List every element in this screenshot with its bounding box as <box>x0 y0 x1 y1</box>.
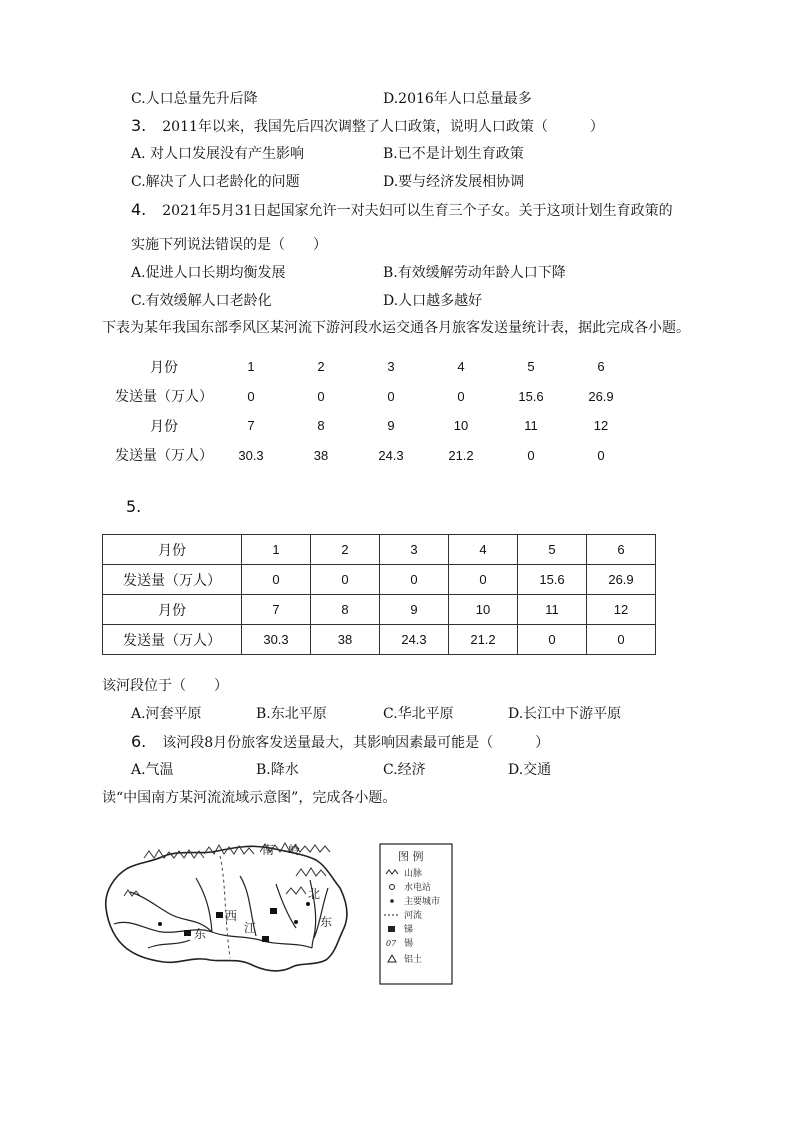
map-label-ling: 岭 <box>288 843 301 857</box>
volume-header: 发送量（万人） <box>103 625 242 655</box>
q4-stem-text: 2021年5月31日起国家允许一对夫妇可以生育三个子女。关于这项计划生育政策的 <box>162 203 673 219</box>
volume-cell: 0 <box>457 388 465 404</box>
volume-cell: 0 <box>387 388 395 404</box>
q6-option-a: A.气温 <box>131 762 174 778</box>
month-cell: 5 <box>527 359 535 375</box>
month-header: 月份 <box>150 418 178 435</box>
table-row <box>103 565 656 595</box>
q6-option-b: B.降水 <box>256 762 299 778</box>
map-intro: 读“中国南方某河流流域示意图”，完成各小题。 <box>102 790 397 806</box>
map-label-jiang: 江 <box>244 921 257 935</box>
volume-cell: 26.9 <box>588 388 614 404</box>
month-cell: 1 <box>247 359 255 375</box>
legend-item: 水电站 <box>404 883 432 893</box>
month-cell: 1 <box>242 535 311 565</box>
q6-number: 6. <box>131 732 147 751</box>
q3-option-a: A. 对人口发展没有产生影响 <box>131 146 305 162</box>
q5-option-b: B.东北平原 <box>256 706 327 722</box>
q3-option-c: C.解决了人口老龄化的问题 <box>131 174 300 190</box>
q4-option-b: B.有效缓解劳动年龄人口下降 <box>383 265 566 281</box>
q6-stem <box>131 733 549 752</box>
map-label-nan: 南 <box>262 843 275 857</box>
passenger-table-plain <box>112 352 636 470</box>
q2-option-c: C.人口总量先升后降 <box>131 91 258 107</box>
month-cell: 10 <box>453 418 469 434</box>
volume-cell: 30.3 <box>238 447 264 463</box>
table-row <box>112 441 636 471</box>
month-header: 月份 <box>103 595 242 625</box>
month-cell: 12 <box>587 595 656 625</box>
volume-cell: 0 <box>317 388 325 404</box>
legend-item: 锑 <box>404 925 414 935</box>
month-cell: 6 <box>587 535 656 565</box>
legend-item: 主要城市 <box>404 897 441 907</box>
month-cell: 11 <box>518 595 587 625</box>
legend-title: 图 例 <box>398 850 424 863</box>
volume-cell: 38 <box>311 625 380 655</box>
volume-cell: 24.3 <box>380 625 449 655</box>
q6-option-c: C.经济 <box>383 762 426 778</box>
table-row <box>103 625 656 655</box>
legend-city-icon <box>390 899 394 903</box>
map-label-dong: 东 <box>320 915 333 929</box>
volume-header: 发送量（万人） <box>115 448 213 465</box>
legend-item: 铝土 <box>404 955 423 965</box>
volume-cell: 38 <box>313 447 329 463</box>
month-cell: 3 <box>380 535 449 565</box>
month-header: 月份 <box>150 359 178 376</box>
month-cell: 5 <box>518 535 587 565</box>
q4-option-c: C.有效缓解人口老龄化 <box>131 293 272 309</box>
volume-cell: 0 <box>449 565 518 595</box>
q3-stem-text: 2011年以来，我国先后四次调整了人口政策，说明人口政策（ ） <box>162 119 604 135</box>
boundary-line <box>220 856 230 958</box>
legend-item: 山脉 <box>404 869 423 879</box>
month-cell: 11 <box>524 418 538 434</box>
table-row <box>103 535 656 565</box>
month-header: 月份 <box>103 535 242 565</box>
volume-cell: 30.3 <box>242 625 311 655</box>
volume-cell: 24.3 <box>378 447 404 463</box>
month-cell: 10 <box>449 595 518 625</box>
q5-option-d: D.长江中下游平原 <box>508 706 622 722</box>
volume-cell: 0 <box>527 447 535 463</box>
q5-option-a: A.河套平原 <box>131 706 202 722</box>
volume-cell: 0 <box>242 565 311 595</box>
passenger-table-bordered <box>102 534 656 655</box>
month-cell: 2 <box>311 535 380 565</box>
map-label-bei: 北 <box>308 887 321 901</box>
q5-stem: 该河段位于（ ） <box>102 678 228 694</box>
table-intro: 下表为某年我国东部季风区某河流下游河段水运交通各月旅客发送量统计表，据此完成各小题。 <box>102 320 690 336</box>
month-cell: 8 <box>317 418 325 434</box>
volume-cell: 21.2 <box>448 447 474 463</box>
volume-cell: 0 <box>311 565 380 595</box>
q4-option-a: A.促进人口长期均衡发展 <box>131 265 286 281</box>
volume-header: 发送量（万人） <box>115 389 213 406</box>
volume-cell: 15.6 <box>518 565 587 595</box>
q5-option-c: C.华北平原 <box>383 706 454 722</box>
month-cell: 4 <box>457 359 465 375</box>
map-label-xi: 西 <box>225 909 238 923</box>
month-cell: 8 <box>311 595 380 625</box>
volume-cell: 0 <box>380 565 449 595</box>
q2-option-d: D.2016年人口总量最多 <box>383 91 532 107</box>
volume-cell: 0 <box>587 625 656 655</box>
river-basin-map <box>100 832 456 988</box>
table-row <box>112 382 636 412</box>
month-cell: 9 <box>387 418 395 434</box>
volume-header: 发送量（万人） <box>103 565 242 595</box>
q3-option-b: B.已不是计划生育政策 <box>383 146 524 162</box>
month-cell: 12 <box>593 418 609 434</box>
table-row <box>112 352 636 382</box>
month-cell: 7 <box>247 418 255 434</box>
month-cell: 7 <box>242 595 311 625</box>
q3-number: 3. <box>131 116 147 135</box>
legend-item: 锡 <box>404 939 414 949</box>
legend-item: 河流 <box>404 911 423 921</box>
q4-stem-line2: 实施下列说法错误的是（ ） <box>131 237 327 253</box>
month-cell: 9 <box>380 595 449 625</box>
volume-cell: 26.9 <box>587 565 656 595</box>
volume-cell: 15.6 <box>518 388 544 404</box>
month-cell: 6 <box>597 359 605 375</box>
table-row <box>112 411 636 441</box>
map-label-dong-west: 东 <box>194 927 207 941</box>
q3-option-d: D.要与经济发展相协调 <box>383 174 525 190</box>
legend-tin-icon: 07 <box>386 939 397 948</box>
q4-number: 4. <box>131 200 147 219</box>
month-cell: 3 <box>387 359 395 375</box>
volume-cell: 0 <box>518 625 587 655</box>
q3-stem <box>131 117 604 136</box>
q6-stem-text: 该河段8月份旅客发送量最大，其影响因素最可能是（ ） <box>162 735 550 751</box>
q4-stem-line1 <box>131 201 673 220</box>
q5-number: 5. <box>126 497 142 516</box>
month-cell: 2 <box>317 359 325 375</box>
table-row <box>103 595 656 625</box>
month-cell: 4 <box>449 535 518 565</box>
volume-cell: 0 <box>247 388 255 404</box>
legend-antimony-icon <box>388 926 395 932</box>
q4-option-d: D.人口越多越好 <box>383 293 483 309</box>
q6-option-d: D.交通 <box>508 762 552 778</box>
volume-cell: 21.2 <box>449 625 518 655</box>
map-legend <box>380 844 452 984</box>
volume-cell: 0 <box>597 447 605 463</box>
